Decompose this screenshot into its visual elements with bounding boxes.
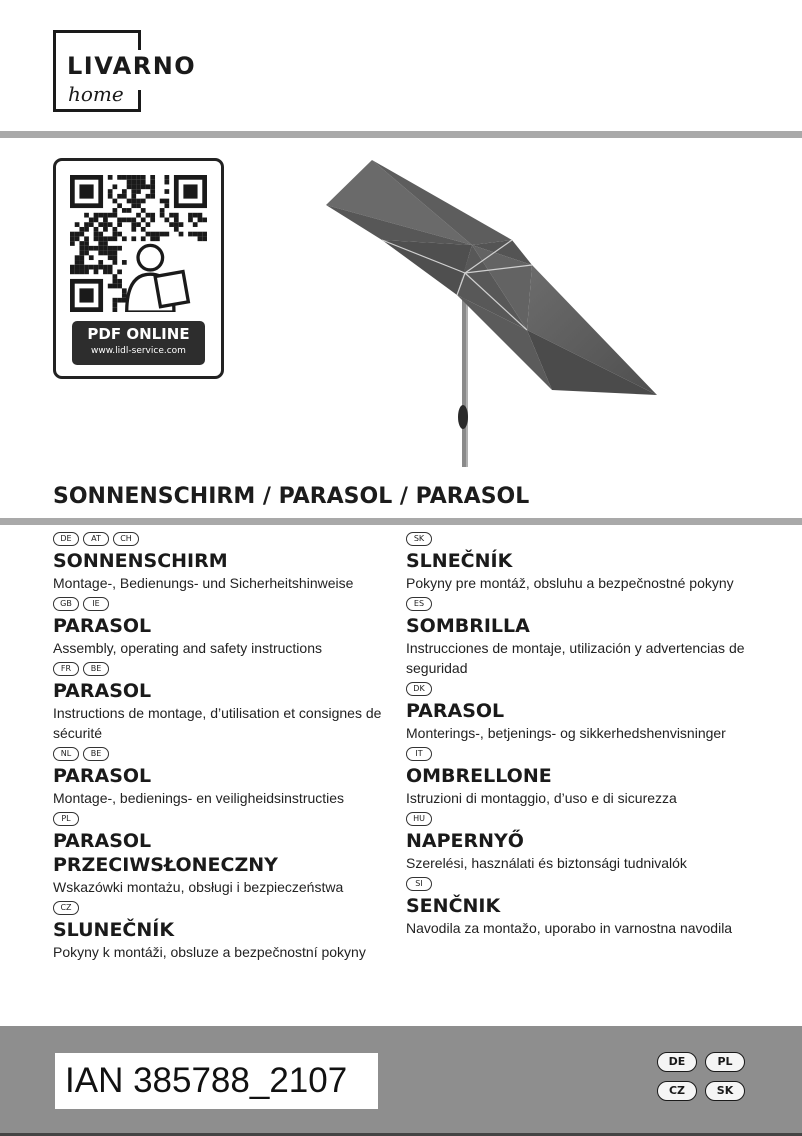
language-heading: PARASOL (53, 680, 152, 702)
country-codes (406, 745, 756, 763)
country-code-badge: SI (406, 877, 432, 891)
country-codes (406, 810, 756, 828)
language-heading: SLNEČNÍK (406, 550, 513, 572)
language-description: Montage-, bedienings- en veiligheidsinstructies (53, 790, 345, 806)
country-code-badge: BE (83, 662, 109, 676)
language-description: Pokyny pre montáž, obsluhu a bezpečnostné pokyny (406, 575, 734, 591)
country-code-badge: DE (657, 1052, 697, 1072)
language-description: Istruzioni di montaggio, d’uso e di sicurezza (406, 790, 677, 806)
country-code-badge: NL (53, 747, 79, 761)
country-code-badge: DE (53, 532, 79, 546)
language-heading: PARASOL (53, 765, 152, 787)
country-code-badge: HU (406, 812, 432, 826)
language-description: Montage-, Bedienungs- und Sicherheitshinweise (53, 575, 354, 591)
language-description: Wskazówki montażu, obsługi i bezpieczeństwa (53, 879, 344, 895)
top-divider (0, 131, 802, 138)
language-entry (53, 745, 393, 808)
language-description: Monterings-, betjenings- og sikkerhedshenvisninger (406, 725, 726, 741)
brand-logo (53, 30, 216, 112)
country-code-badge: AT (83, 532, 109, 546)
ian-number: IAN 385788_2107 (65, 1061, 348, 1100)
country-code-badge: PL (705, 1052, 745, 1072)
country-codes (53, 595, 393, 613)
country-code-badge: CH (113, 532, 139, 546)
country-code-badge: DK (406, 682, 432, 696)
pdf-online-badge (72, 321, 205, 365)
country-code-badge: CZ (53, 901, 79, 915)
language-heading: NAPERNYŐ (406, 830, 524, 852)
language-heading: PARASOL (53, 615, 152, 637)
country-codes (53, 745, 393, 763)
language-entry (406, 680, 756, 743)
country-codes (53, 530, 393, 548)
language-entry (406, 530, 756, 593)
logo-frame-edge (138, 30, 141, 50)
language-entry (53, 660, 393, 743)
language-entry (53, 595, 393, 658)
language-description: Pokyny k montáži, obsluze a bezpečnostní pokyny (53, 944, 366, 960)
language-description: Assembly, operating and safety instructions (53, 640, 322, 656)
language-heading: SOMBRILLA (406, 615, 530, 637)
country-codes (406, 680, 756, 698)
language-entry (406, 595, 756, 678)
language-entry (406, 875, 756, 938)
badge-url: www.lidl-service.com (91, 346, 186, 356)
title-divider (0, 518, 802, 525)
umbrella-image (322, 155, 662, 470)
language-heading: SENČNIK (406, 895, 501, 917)
country-code-badge: FR (53, 662, 79, 676)
language-entry (406, 745, 756, 808)
qr-code-icon (70, 175, 207, 312)
language-description: Szerelési, használati és biztonsági tudnivalók (406, 855, 687, 871)
logo-frame-edge (53, 109, 141, 112)
country-codes (406, 530, 756, 548)
country-code-badge: IT (406, 747, 432, 761)
country-codes (406, 595, 756, 613)
language-entry (406, 810, 756, 873)
page-title: SONNENSCHIRM / PARASOL / PARASOL (53, 484, 530, 509)
language-entry (53, 899, 393, 962)
country-code-badge: SK (406, 532, 432, 546)
language-description: Instructions de montage, d’utilisation et consignes de sécurité (53, 705, 382, 741)
badge-title: PDF ONLINE (87, 325, 190, 343)
language-heading: SONNENSCHIRM (53, 550, 228, 572)
footer-country-codes (657, 1052, 747, 1101)
country-codes (53, 810, 393, 828)
language-heading: OMBRELLONE (406, 765, 552, 787)
language-description: Navodila za montažo, uporabo in varnostna navodila (406, 920, 733, 936)
country-code-badge: SK (705, 1081, 745, 1101)
country-code-badge: BE (83, 747, 109, 761)
language-heading: PARASOL PRZECIWSŁONECZNY (53, 830, 278, 876)
language-heading: PARASOL (406, 700, 505, 722)
brand-name: LIVARNO (67, 52, 197, 80)
country-codes (53, 899, 393, 917)
ian-box (55, 1053, 378, 1109)
footer-bar (0, 1026, 802, 1136)
country-codes (53, 660, 393, 678)
country-code-badge: CZ (657, 1081, 697, 1101)
brand-sub: home (68, 82, 124, 106)
language-heading: SLUNEČNÍK (53, 919, 175, 941)
language-entry (53, 810, 393, 897)
country-code-badge: ES (406, 597, 432, 611)
language-entry (53, 530, 393, 593)
language-column-right (406, 530, 756, 940)
country-code-badge: PL (53, 812, 79, 826)
country-code-badge: IE (83, 597, 109, 611)
language-description: Instrucciones de montaje, utilización y advertencias de seguridad (406, 640, 745, 676)
language-column-left (53, 530, 393, 964)
qr-code-panel[interactable] (53, 158, 224, 379)
country-code-badge: GB (53, 597, 79, 611)
country-codes (406, 875, 756, 893)
